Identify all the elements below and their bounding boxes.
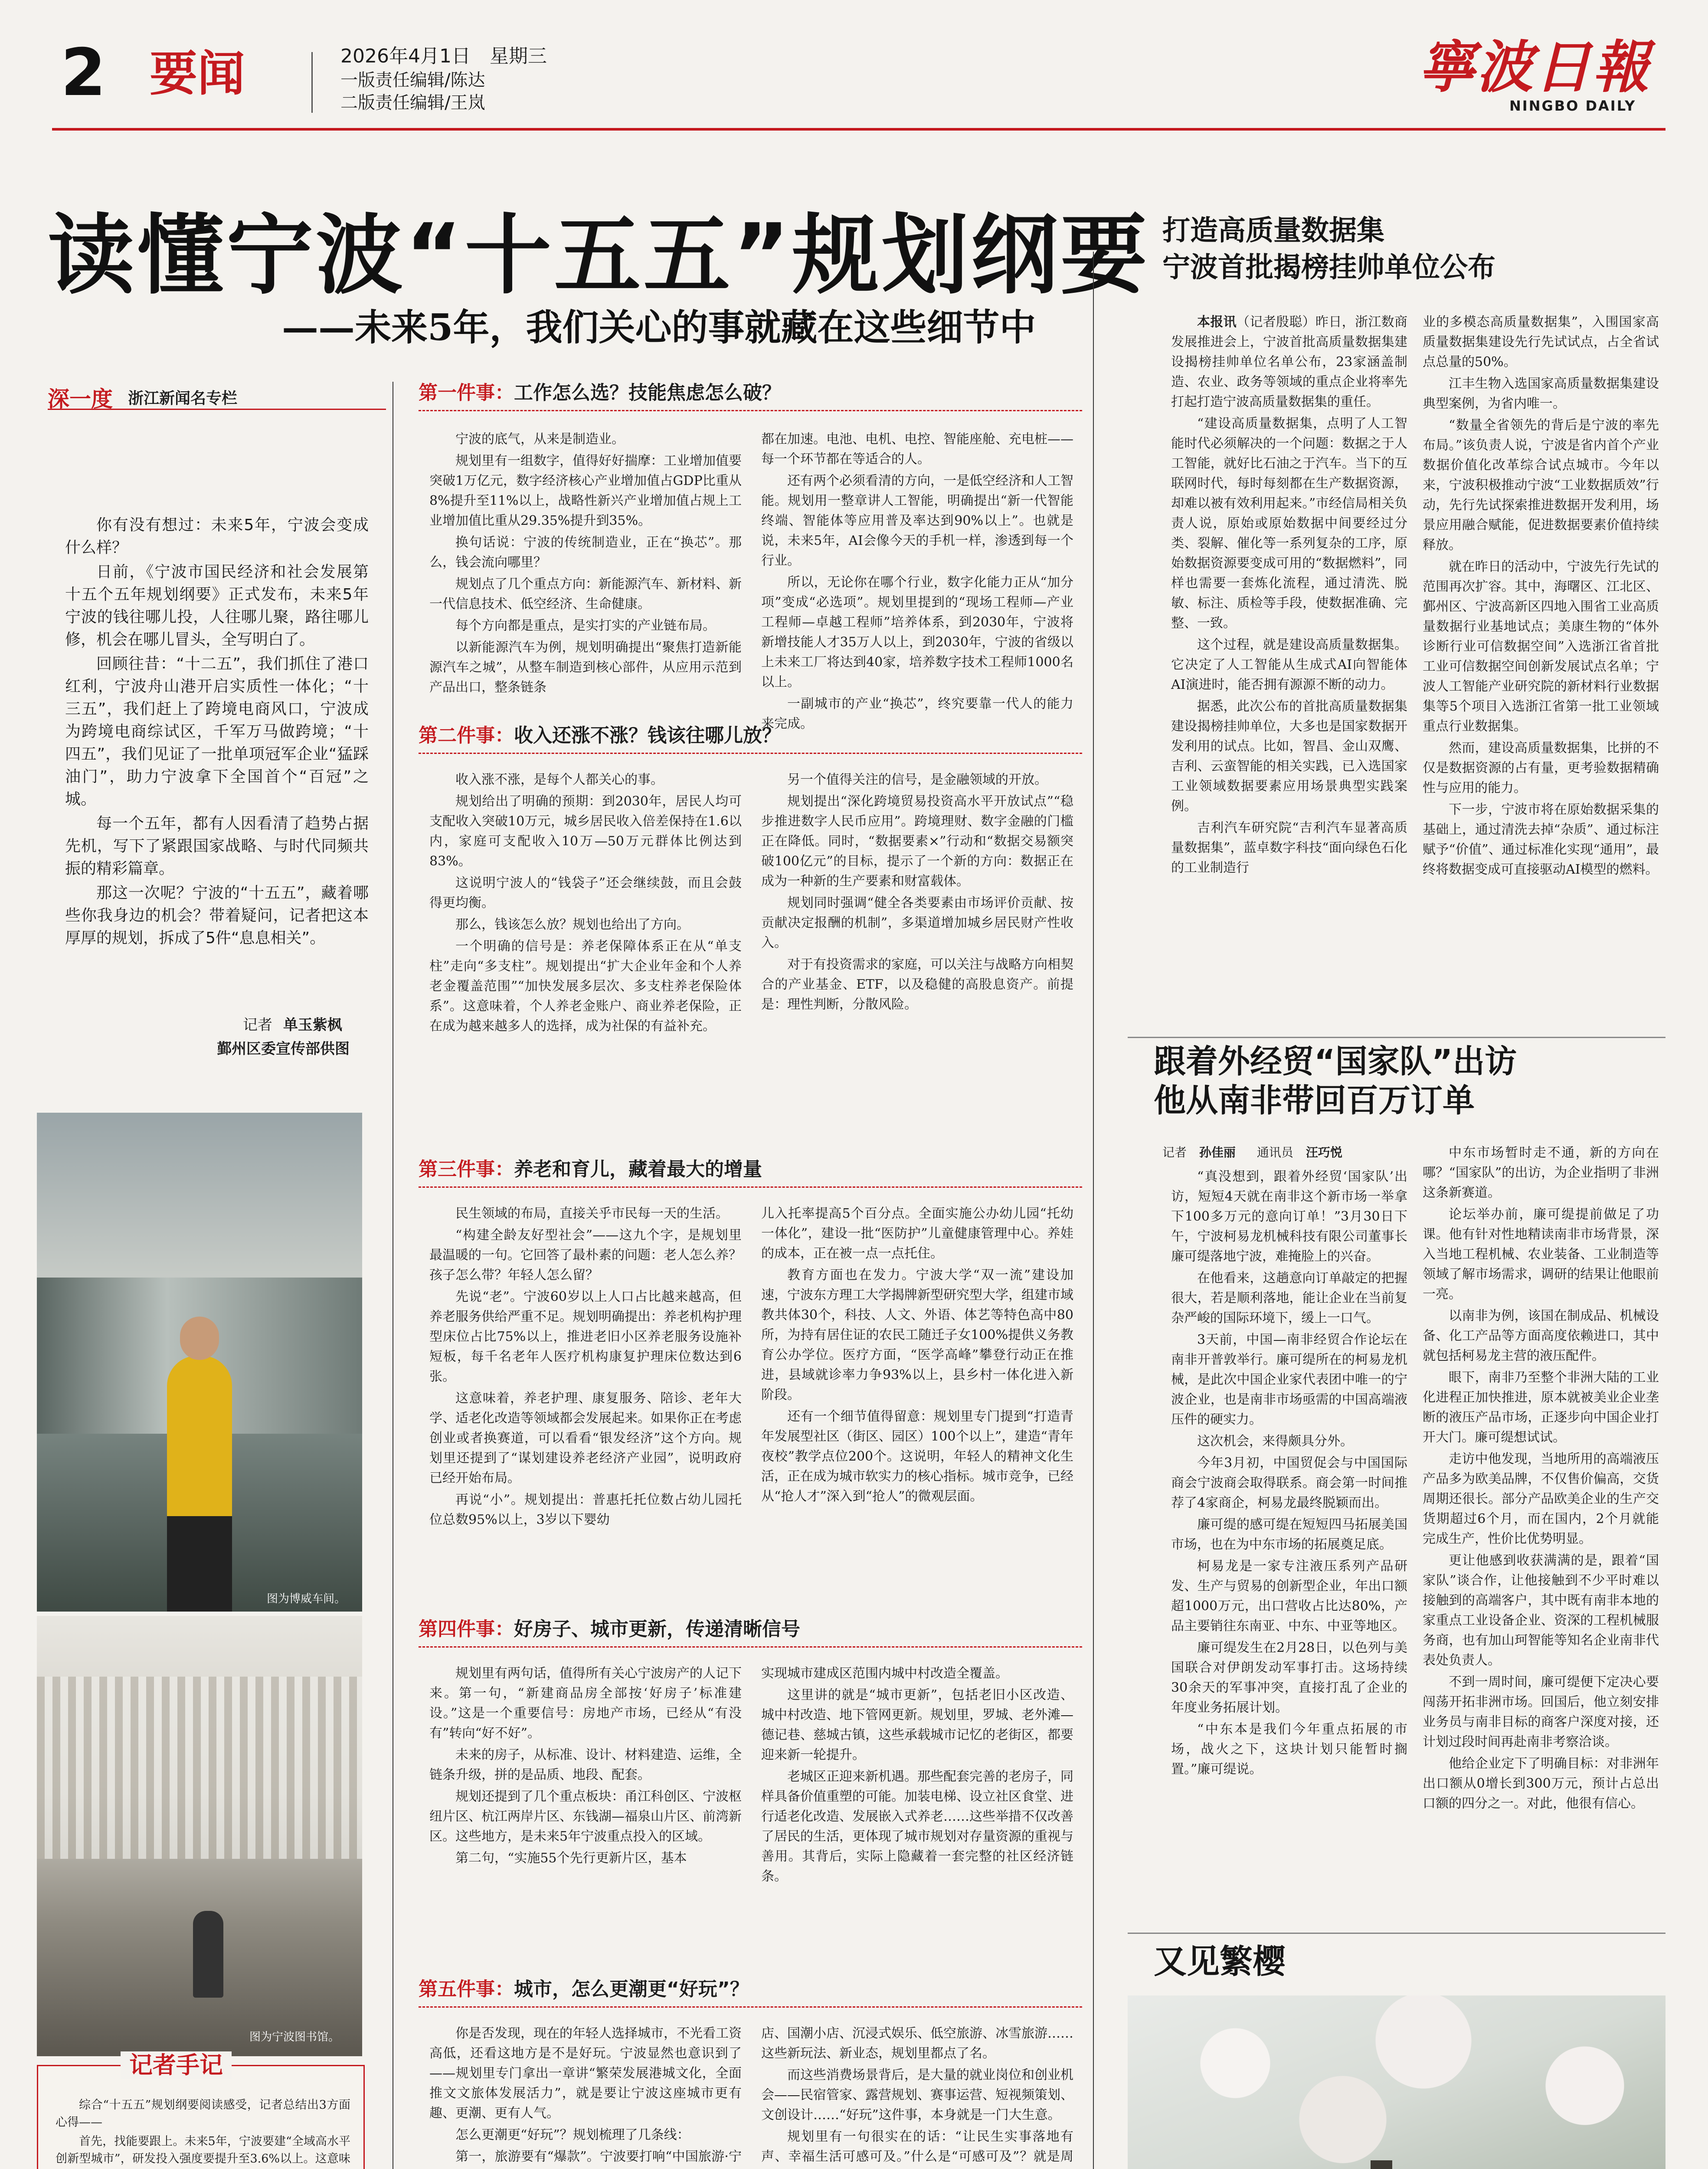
section-3-rule <box>419 1186 1082 1188</box>
body-para: 对于有投资需求的家庭，可以关注与战略方向相契合的产业基金、ETF，以及稳健的高股息资产。前提是：理性判断，分散风险。 <box>761 957 1073 1012</box>
blossom-cluster-shape <box>1128 1995 1665 2169</box>
body-para: 以南非为例，该国在制成品、机械设备、化工产品等方面高度依赖进口，其中就包括柯易龙主营的液压配件。 <box>1423 1308 1659 1363</box>
body-para: 这里讲的就是“城市更新”，包括老旧小区改造、城中村改造、地下管网更新。规划里，罗城、老外滩—德记巷、慈城古镇，这些承载城市记忆的老街区，都要迎来新一轮提升。 <box>761 1687 1073 1763</box>
article-3-title: 又见繁樱 <box>1154 1942 1286 1981</box>
intro-para: 你有没有想过：未来5年，宁波会变成什么样？ <box>65 516 369 557</box>
body-para: “真没想到，跟着外经贸‘国家队’出访，短短4天就在南非这个新市场一举拿下100多万元的意向订单！”3月30日下午，宁波柯易龙机械科技有限公司董事长廉可缇落地宁波，难掩脸上的兴奋。 <box>1171 1169 1407 1264</box>
paper-logo: 寧波日報 <box>1418 34 1651 100</box>
body-para: 廉可缇的感可缇在短短四马拓展美国市场，也在为中东市场的拓展奠足底。 <box>1171 1517 1407 1552</box>
intro-para: 回顾往昔：“十二五”，我们抓住了港口红利，宁波舟山港开启实质性一体化；“十三五”，我们赶上了跨境电商风口，宁波成为跨境电商综试区，千军万马做跨境；“十四五”，我们见证了一批单项冠军企业“猛踩油门”，助力宁波拿下全国首个“百冠”之城。 <box>65 655 369 808</box>
body-para: 先说“老”。宁波60岁以上人口占比越来越高，但养老服务供给严重不足。规划明确提出：养老机构护理型床位占比75%以上，推进老旧小区养老服务设施补短板，每千名老年人医疗机构康复护理床位数达到6张。 <box>429 1289 742 1384</box>
byline-name-2: 汪巧悦 <box>1306 1145 1342 1160</box>
byline-name-1: 孙佳丽 <box>1199 1145 1236 1160</box>
body-para: 实现城市建成区范围内城中村改造全覆盖。 <box>761 1666 1008 1681</box>
section-2-col-1 <box>429 770 742 1152</box>
section-1-rule <box>419 410 1082 411</box>
body-para: 规划提出“深化跨境贸易投资高水平开放试点”“稳步推进数字人民币应用”。跨境理财、数字金融的门槛正在降低。同时，“数据要素×”行动和“数据交易额突破100亿元”的目标，提示了一个新的方向：数据正在成为一种新的生产要素和财富载体。 <box>761 794 1073 889</box>
column-tag-source: 浙江新闻名专栏 <box>128 390 238 407</box>
body-para: 廉可缇发生在2月28日，以色列与美国联合对伊朗发动军事打击。这场持续30余天的军事冲突，直接打乱了企业的年度业务拓展计划。 <box>1171 1640 1407 1715</box>
article-1-title-2: 宁波首批揭榜挂帅单位公布 <box>1162 252 1495 284</box>
body-para: 还有一个细节值得留意：规划里专门提到“打造青年发展型社区（街区、园区）100个以上”，建造“青年夜校”教学点位200个。这说明，年轻人的精神文化生活，正在成为城市软实力的核心指标。城市竞争，已经从“抢人才”深入到“抢人”的微观层面。 <box>761 1409 1073 1504</box>
article-2-title-2: 他从南非带回百万订单 <box>1154 1082 1475 1119</box>
body-para: 规划里有两句话，值得所有关心宁波房产的人记下来。第一句，“新建商品房全部按‘好房子’标准建设。”这是一个重要信号：房地产市场，已经从“有没有”转向“好不好”。 <box>429 1666 742 1741</box>
body-para: 未来的房子，从标准、设计、材料建造、运维，全链条升级，拼的是品质、地段、配套。 <box>429 1747 742 1782</box>
body-para: 而这些消费场景背后，是大量的就业岗位和创业机会——民宿管家、露营规划、赛事运营、短视频策划、文创设计……“好玩”这件事，本身就是一门大生意。 <box>761 2067 1073 2123</box>
reporter-notes-title: 记者手记 <box>121 2051 232 2079</box>
section-4-title: 好房子、城市更新，传递清晰信号 <box>514 1618 800 1640</box>
section-3-col-1 <box>429 1204 742 1612</box>
issue-date: 2026年4月1日 星期三 <box>340 45 547 67</box>
body-para: 3天前，中国—南非经贸合作论坛在南非开普敦举行。廉可缇所在的柯易龙机械，是此次中国企业家代表团中唯一的宁波企业，也是南非市场亟需的中国高端液压件的硬实力。 <box>1171 1332 1407 1427</box>
section-5-rule <box>419 2006 1082 2008</box>
notes-para: 首先，找能要跟上。未来5年，宁波要建“全域高水平创新型城市”，研发投入强度要提升至3.6%以上。这意味 <box>56 2135 350 2166</box>
body-para: 他给企业定下了明确目标：对非洲年出口额从0增长到300万元，预计占总出口额的四分之一。对此，他很有信心。 <box>1423 1756 1659 1811</box>
section-4-col-2 <box>761 1664 1073 1972</box>
body-para: 教育方面也在发力。宁波大学“双一流”建设加速，宁波东方理工大学揭牌新型研究型大学，组建市域教共体30个，科技、人文、外语、体艺等特色高中80所，为持有居住证的农民工随迁子女100%提供义务教育公办学位。医疗方面，“医学高峰”攀登行动正在推进，县域就诊率力争93%以上，县乡村一体化进入新阶段。 <box>761 1268 1073 1402</box>
photo-credit: 鄞州区委宣传部供图 <box>217 1040 350 1058</box>
section-5-number: 第五件事： <box>419 1978 514 2000</box>
section-1-number: 第一件事： <box>419 382 514 404</box>
body-para: 据悉，此次公布的首批高质量数据集建设揭榜挂帅单位，大多也是国家数据开发利用的试点。比如，智昌、金山双鹰、吉利、云蛮智能的相关实践，已入选国家工业领域数据要素应用场景典型实践案例。 <box>1171 699 1407 814</box>
article-1-col-1 <box>1171 312 1407 1028</box>
body-para: 所以，无论你在哪个行业，数字化能力正从“加分项”变成“必选项”。规划里提到的“现场工程师—产业工程师—卓越工程师”培养体系，到2030年，宁波将新增技能人才35万人以上，到2030年，宁波的省级以上未来工厂将达到40家，培养数字技术工程师1000名以上。 <box>761 575 1073 690</box>
reporter-notes-body <box>56 2097 350 2169</box>
body-para: 民生领域的布局，直接关乎市民每一天的生活。 <box>455 1206 729 1221</box>
body-para: 每个方向都是重点，是实打实的产业链布局。 <box>455 618 716 633</box>
intro-column <box>65 514 369 947</box>
body-para: 这意味着，养老护理、康复服务、陪诊、老年大学、适老化改造等领域都会发展起来。如果你正在考虑创业或者换赛道，可以看看“银发经济”这个方向。规划里还提到了“谋划建设养老经济产业园”，说明政府已经开始布局。 <box>429 1391 742 1486</box>
body-para: “构建全龄友好型社会”——这九个字，是规划里最温暖的一句。它回答了最朴素的问题：老人怎么养？孩子怎么带？年轻人怎么留？ <box>429 1228 742 1283</box>
body-para: 吉利汽车研究院“吉利汽车显著高质量数据集”，蓝卓数字科技“面向绿色石化的工业制造行 <box>1171 820 1407 875</box>
body-para: 这次机会，来得颇具分外。 <box>1197 1434 1353 1449</box>
library-photo <box>37 1616 362 2056</box>
body-para: 走访中他发现，当地所用的高端液压产品多为欧美品牌，不仅售价偏高，交货周期还很长。部分产品欧美企业的生产交货期超过6个月，而在国内，2个月就能完成生产，性价比优势明显。 <box>1423 1451 1659 1546</box>
section-3-title: 养老和育儿，藏着最大的增量 <box>514 1158 762 1180</box>
editor-line-2: 二版责任编辑/王岚 <box>340 93 485 113</box>
section-1-title: 工作怎么选？技能焦虑怎么破？ <box>514 382 781 404</box>
body-para: 论坛举办前，廉可缇提前做足了功课。他有针对性地精读南非市场背景，深入当地工程机械、农业装备、工业制造等领域了解市场需求，调研的结果让他眼前一亮。 <box>1423 1207 1659 1302</box>
library-reader-shape <box>193 1911 223 1998</box>
body-para: 儿入托率提高5个百分点。全面实施公办幼儿园“托幼一体化”，建设一批“医防护”儿童健康管理中心。养娃的成本，正在被一点一点托住。 <box>761 1206 1073 1261</box>
tree-trunk-shape <box>1371 2160 1392 2169</box>
body-para: 以新能源汽车为例，规划明确提出“聚焦打造新能源汽车之城”，从整车制造到核心部件，从应用示范到产品出口，整条链条 <box>429 640 742 695</box>
section-4-col-1 <box>429 1664 742 1972</box>
section-3-number: 第三件事： <box>419 1158 514 1180</box>
body-para: 第二句，“实施55个先行更新片区，基本 <box>455 1851 687 1866</box>
notes-para: 综合“十五五”规划纲要阅读感受，记者总结出3方面心得—— <box>56 2098 350 2129</box>
byline-label-1: 记者 <box>1162 1145 1187 1160</box>
section-5-col-1 <box>429 2024 742 2169</box>
body-para: 老城区正迎来新机遇。那些配套完善的老房子，同样具备价值重塑的可能。加装电梯、设立社区食堂、进行适老化改造、发展嵌入式养老……这些举措不仅改善了居民的生活，更体现了城市规划对存量资源的重视与善用。其背后，实际上隐藏着一套完整的社区经济链条。 <box>761 1769 1073 1884</box>
body-para: 然而，建设高质量数据集，比拼的不仅是数据资源的占有量，更考验数据精确性与应用的能力。 <box>1423 740 1659 796</box>
factory-photo-caption: 图为博威车间。 <box>267 1592 346 1605</box>
section-2-col-2 <box>761 770 1073 1152</box>
body-para: “数量全省领先的背后是宁波的率先布局。”该负责人说，宁波是省内首个产业数据价值化改革综合试点城市。今年以来，宁波积极推动宁波“工业数据质效”行动，先行先试探索推进数据开发利用，场景应用融合赋能，促进数据要素价值持续释放。 <box>1423 418 1659 553</box>
body-para: 你是否发现，现在的年轻人选择城市，不光看工资高低，还看这地方是不是好玩。宁波显然也意识到了——规划里专门拿出一章讲“繁荣发展港城文化，全面推文文旅体发展活力”，就是要让宁波这座城市更有趣、更潮、更有人气。 <box>429 2026 742 2121</box>
section-4-heading <box>419 1616 800 1643</box>
library-photo-caption: 图为宁波图书馆。 <box>249 2031 340 2044</box>
article-divider-1 <box>1128 1037 1665 1038</box>
intro-para: 日前，《宁波市国民经济和社会发展第十五个五年规划纲要》正式发布，未来5年宁波的钱往哪儿投，人往哪儿聚，路往哪儿修，机会在哪儿冒头，全写明白了。 <box>65 563 369 649</box>
body-para: 都在加速。电池、电机、电控、智能座舱、充电桩——每一个环节都在等适合的人。 <box>761 432 1073 467</box>
editor-line-1: 一版责任编辑/陈达 <box>340 70 485 90</box>
paper-logo-en: NINGBO DAILY <box>1509 98 1636 114</box>
body-para: 怎么更潮更“好玩”？规划梳理了几条线： <box>455 2127 690 2143</box>
worker-pants-shape <box>167 1516 232 1612</box>
section-1-heading <box>419 380 781 406</box>
cherry-blossom-photo <box>1128 1995 1665 2169</box>
lead-reporter: （记者殷聪） <box>1237 315 1315 330</box>
article-1-lead <box>1171 312 1407 412</box>
body-para: 更让他感到收获满满的是，跟着“国家队”谈合作，让他接触到不少平时难以接触到的高端客户，其中既有南非本地的家重点工业设备企业、资深的工程机械服务商，也有加山珂智能等知名企业南非代表处负责人。 <box>1423 1553 1659 1668</box>
section-5-title: 城市，怎么更潮更“好玩”？ <box>514 1978 749 2000</box>
body-para: 再说“小”。规划提出：普惠托托位数占幼儿园托位总数95%以上，3岁以下婴幼 <box>429 1492 742 1527</box>
body-para: 那么，钱该怎么放？规划也给出了方向。 <box>455 917 690 932</box>
body-text: 昨日，浙江数商发展推进会上，宁波首批高质量数据集建设揭榜挂帅单位名单公布，23家涵盖制造、农业、政务等领域的重点企业将率先打起打造宁波高质量数据集的重任。 <box>1171 315 1407 410</box>
reporter-name: 单玉紫枫 <box>283 1016 342 1034</box>
library-shelves-shape <box>37 1677 362 1859</box>
body-para: 宁波的底气，从来是制造业。 <box>455 432 625 447</box>
body-para: 一副城市的产业“换芯”，终究要靠一代人的能力来完成。 <box>761 696 1073 731</box>
body-para: 就在昨日的活动中，宁波先行先试的范围再次扩容。其中，海曙区、江北区、鄞州区、宁波高新区四地入围省工业高质量数据行业基地试点；美康生物的“体外诊断行业可信数据空间”入选浙江省首批工业可信数据空间创新发展试点名单；宁波人工智能产业研究院的新材料行业数据集等5个项目入选浙江省第一批工业领域重点行业数据集。 <box>1423 559 1659 734</box>
article-2-title-1: 跟着外经贸“国家队”出访 <box>1154 1043 1517 1080</box>
masthead-divider <box>311 52 313 113</box>
section-name: 要闻 <box>150 46 245 102</box>
byline-label-2: 通讯员 <box>1256 1145 1293 1160</box>
section-1-col-2 <box>761 429 1073 731</box>
section-5-col-2 <box>761 2024 1073 2169</box>
article-2-col-2 <box>1423 1143 1659 1926</box>
body-para: “建设高质量数据集，点明了人工智能时代必须解决的一个问题：数据之于人工智能，就好比石油之于汽车。当下的互联网时代，每时每刻都在生产数据资源，却难以被有效利用起来。”市经信局相关负责人说，原始或原始数据中间要经过分类、裂解、催化等一系列复杂的工序，原始数据资源要变成可用的“数据燃料”，同样也需要一套炼化流程，通过清洗、脱敏、标注、质检等手段，使数据准确、完整、一致。 <box>1171 416 1407 631</box>
body-para: 规划里有一组数字，值得好好揣摩：工业增加值要突破1万亿元，数字经济核心产业增加值占GDP比重从8%提升至11%以上，战略性新兴产业增加值占规上工业增加值比重从29.35%提升到35%。 <box>429 453 742 528</box>
article-1-col-2 <box>1423 312 1659 1028</box>
lead-label: 本报讯 <box>1197 315 1237 330</box>
body-para: 规划点了几个重点方向：新能源汽车、新材料、新一代信息技术、低空经济、生命健康。 <box>429 577 742 612</box>
body-para: 收入涨不涨，是每个人都关心的事。 <box>455 772 664 787</box>
section-4-rule <box>419 1646 1082 1648</box>
main-title: 读懂宁波“十五五”规划纲要 <box>48 205 1150 306</box>
intro-para: 那这一次呢？宁波的“十五五”，藏着哪些你我身边的机会？带着疑问，记者把这本厚厚的规划，拆成了5件“息息相关”。 <box>65 884 369 947</box>
body-para: 业的多模态高质量数据集”，入围国家高质量数据集建设先行先试试点，占全省试点总量的50%。 <box>1423 315 1659 370</box>
body-para: 中东市场暂时走不通，新的方向在哪？“国家队”的出访，为企业指明了非洲这条新赛道。 <box>1423 1145 1659 1200</box>
article-2-byline <box>1162 1143 1342 1160</box>
body-para: 在他看来，这趟意向订单敲定的把握很大，若是顺利落地，能让企业在当前复杂严峻的国际环境下，缓上一口气。 <box>1171 1271 1407 1326</box>
article-2-col-1 <box>1171 1167 1407 1926</box>
article-divider-2 <box>1128 1933 1665 1934</box>
body-para: 不到一周时间，廉可缇便下定决心要闯荡开拓非洲市场。回国后，他立刻安排业务员与南非目标的商客户深度对接，还计划过段时间再赴南非考察洽谈。 <box>1423 1674 1659 1750</box>
body-para: 这个过程，就是建设高质量数据集。它决定了人工智能从生成式AI向智能体AI演进时，能否拥有源源不断的动力。 <box>1171 637 1407 692</box>
section-5-heading <box>419 1976 749 2003</box>
body-para: 店、国潮小店、沉浸式娱乐、低空旅游、冰雪旅游……这些新玩法、新业态，规划里都点了名。 <box>761 2026 1073 2061</box>
body-para: 另一个值得关注的信号，是金融领域的开放。 <box>787 772 1047 787</box>
body-para: 第一，旅游要有“爆款”。宁波要打响“中国旅游·宁 <box>455 2149 742 2164</box>
body-para: 眼下，南非乃至整个非洲大陆的工业化进程正加快推进，原本就被美业企业垄断的液压产品市场，正逐步向中国企业打开大门。廉可缇想试试。 <box>1423 1370 1659 1445</box>
section-2-title: 收入还涨不涨？钱该往哪儿放？ <box>514 724 781 747</box>
section-2-number: 第二件事： <box>419 724 514 747</box>
body-para: “中东本是我们今年重点拓展的市场，战火之下，这块计划只能暂时搁置。”廉可缇说。 <box>1171 1722 1407 1777</box>
frame-line-right <box>1093 252 1094 2169</box>
column-tag <box>48 382 386 412</box>
body-para: 还有两个必须看清的方向，一是低空经济和人工智能。规划用一整章讲人工智能，明确提出“新一代智能终端、智能体等应用普及率达到90%以上”。也就是说，未来5年，AI会像今天的手机一样，渗透到每一个行业。 <box>761 473 1073 568</box>
factory-photo <box>37 1113 362 1612</box>
intro-para: 每一个五年，都有人因看清了趋势占据先机，写下了紧跟国家战略、与时代同频共振的精彩篇章。 <box>65 815 369 878</box>
section-3-heading <box>419 1156 762 1183</box>
section-2-heading <box>419 722 781 749</box>
body-para: 规划里有一句很实在的话：“让民生实事落地有声、幸福生活可感可及。”什么是“可感可及”？就是周 <box>761 2129 1073 2164</box>
column-tag-label: 深一度 <box>48 387 113 412</box>
worker-figure-shape <box>167 1356 232 1538</box>
section-2-rule <box>419 753 1082 754</box>
body-para: 换句话说：宁波的传统制造业，正在“换芯”。那么，钱会流向哪里？ <box>429 535 742 570</box>
body-para: 规划还提到了几个重点板块：甬江科创区、宁波枢纽片区、杭江两岸片区、东钱湖—福泉山片区、前湾新区。这些地方，是未来5年宁波重点投入的区域。 <box>429 1789 742 1844</box>
body-para: 下一步，宁波市将在原始数据采集的基础上，通过清洗去掉“杂质”、通过标注赋予“价值”、通过标准化实现“通用”，最终将数据变成可直接驱动AI模型的燃料。 <box>1423 802 1659 877</box>
body-para: 柯易龙是一家专注液压系列产品研发、生产与贸易的创新型企业，年出口额超1000万元，出口营收占比达80%，产品主要销往东南亚、中东、中亚等地区。 <box>1171 1559 1407 1634</box>
section-1-col-1 <box>429 429 742 718</box>
reporter-label: 记者 <box>243 1016 272 1034</box>
body-para: 规划同时强调“健全各类要素由市场评价贡献、按贡献决定报酬的机制”，多渠道增加城乡居民财产性收入。 <box>761 895 1073 950</box>
worker-head-shape <box>180 1317 219 1360</box>
column-tag-rule <box>48 409 386 410</box>
body-para: 一个明确的信号是：养老保障体系正在从“单支柱”走向“多支柱”。规划提出“扩大企业年金和个人养老金覆盖范围”“加快发展多层次、多支柱养老保险体系”。这意味着，个人养老金账户、商业养老保险，正在成为越来越多人的选择，成为社保的有益补充。 <box>429 939 742 1034</box>
page-number: 2 <box>61 35 106 111</box>
body-para: 这说明宁波人的“钱袋子”还会继续鼓，而且会鼓得更均衡。 <box>429 875 742 911</box>
body-para: 江丰生物入选国家高质量数据集建设典型案例，为省内唯一。 <box>1423 376 1659 411</box>
body-para: 今年3月初，中国贸促会与中国国际商会宁波商会取得联系。商会第一时间推荐了4家商企，柯易龙最终脱颖而出。 <box>1171 1455 1407 1510</box>
masthead-rule <box>52 128 1665 131</box>
section-3-col-2 <box>761 1204 1073 1612</box>
reporter-notes-box <box>37 2051 365 2169</box>
reporter-line <box>243 1013 342 1034</box>
masthead <box>0 0 1708 126</box>
body-para: 规划给出了明确的预期：到2030年，居民人均可支配收入突破10万元，城乡居民收入倍差保持在1.6以内，家庭可支配收入10万—50万元群体比例达到83%。 <box>429 794 742 869</box>
main-subtitle: ——未来5年，我们关心的事就藏在这些细节中 <box>282 306 1036 349</box>
article-1-title-1: 打造高质量数据集 <box>1162 215 1384 247</box>
section-4-number: 第四件事： <box>419 1618 514 1640</box>
